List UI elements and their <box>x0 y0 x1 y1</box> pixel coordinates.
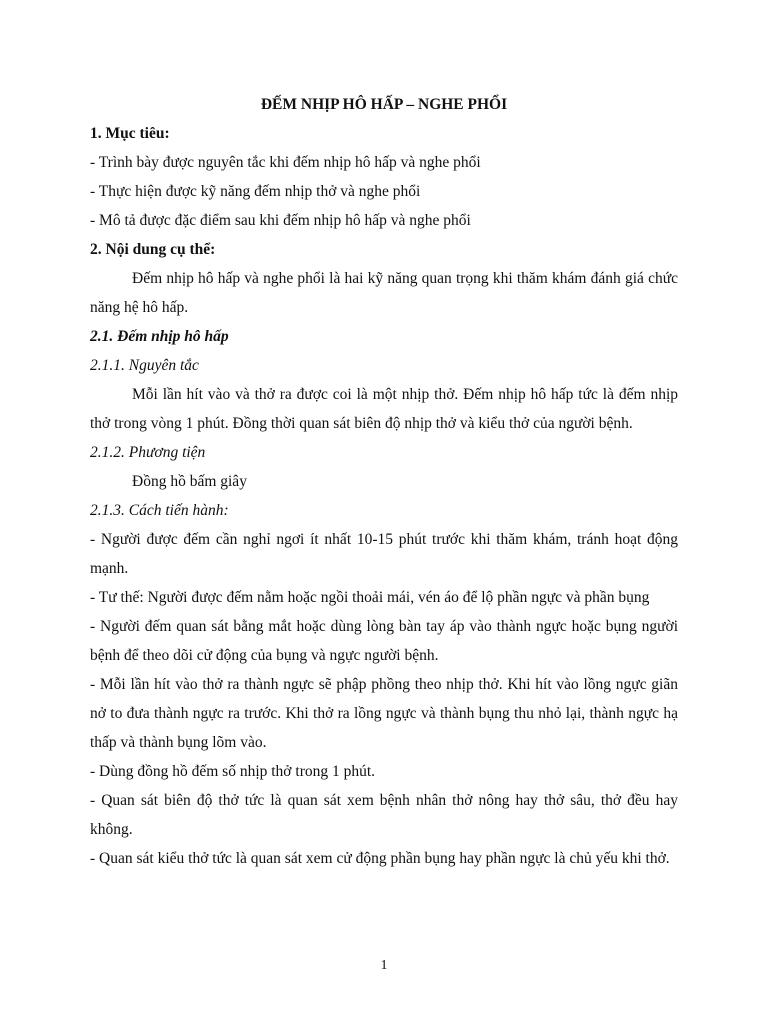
procedure-item: - Người được đếm cần nghỉ ngơi ít nhất 10-15 phút trước khi thăm khám, tránh hoạt động mạnh. <box>90 531 678 577</box>
objective-item: - Mô tả được đặc điểm sau khi đếm nhịp hô hấp và nghe phổi <box>90 212 471 229</box>
procedure-item: - Quan sát biên độ thở tức là quan sát xem bệnh nhân thở nông hay thở sâu, thở đều hay không. <box>90 792 678 838</box>
principle-text: Mỗi lần hít vào và thở ra được coi là một nhịp thở. Đếm nhịp hô hấp tức là đếm nhịp thở trong vòng 1 phút. Đồng thời quan sát biên độ nhịp thở và kiểu thở của người bệnh. <box>90 386 678 432</box>
procedure-item: - Quan sát kiểu thở tức là quan sát xem cử động phần bụng hay phần ngực là chủ yếu khi thở. <box>90 850 670 867</box>
page-number: 1 <box>380 958 388 973</box>
document-title: ĐẾM NHỊP HÔ HẤP – NGHE PHỔI <box>260 96 508 113</box>
procedure-item: - Mỗi lần hít vào thở ra thành ngực sẽ phập phồng theo nhịp thở. Khi hít vào lồng ngực giãn nở to đưa thành ngực ra trước. Khi thở ra lồng ngực và thành bụng thu nhỏ lại, thành ngực hạ thấp và thành bụng lõm vào. <box>90 676 678 751</box>
procedure-item: - Tư thế: Người được đếm nằm hoặc ngồi thoải mái, vén áo để lộ phần ngực và phần bụng <box>90 589 650 606</box>
content-heading: 2. Nội dung cụ thể: <box>90 241 216 258</box>
means-heading: 2.1.2. Phương tiện <box>90 444 206 461</box>
procedure-item: - Người đếm quan sát bằng mắt hoặc dùng lòng bàn tay áp vào thành ngực hoặc bụng người bệnh để theo dõi cử động của bụng và ngực người bệnh. <box>90 618 678 664</box>
subsection-heading: 2.1. Đếm nhịp hô hấp <box>90 328 229 345</box>
procedure-heading: 2.1.3. Cách tiến hành: <box>90 502 229 519</box>
principle-heading: 2.1.1. Nguyên tắc <box>90 357 199 374</box>
objective-item: - Trình bày được nguyên tắc khi đếm nhịp hô hấp và nghe phổi <box>90 154 481 171</box>
objective-item: - Thực hiện được kỹ năng đếm nhịp thở và nghe phổi <box>90 183 421 200</box>
means-text: Đồng hồ bấm giây <box>132 473 247 490</box>
procedure-item: - Dùng đồng hồ đếm số nhịp thở trong 1 phút. <box>90 763 376 780</box>
content-intro: Đếm nhịp hô hấp và nghe phổi là hai kỹ năng quan trọng khi thăm khám đánh giá chức năng hệ hô hấp. <box>90 270 678 316</box>
document-body <box>90 90 678 873</box>
objectives-heading: 1. Mục tiêu: <box>90 125 170 142</box>
